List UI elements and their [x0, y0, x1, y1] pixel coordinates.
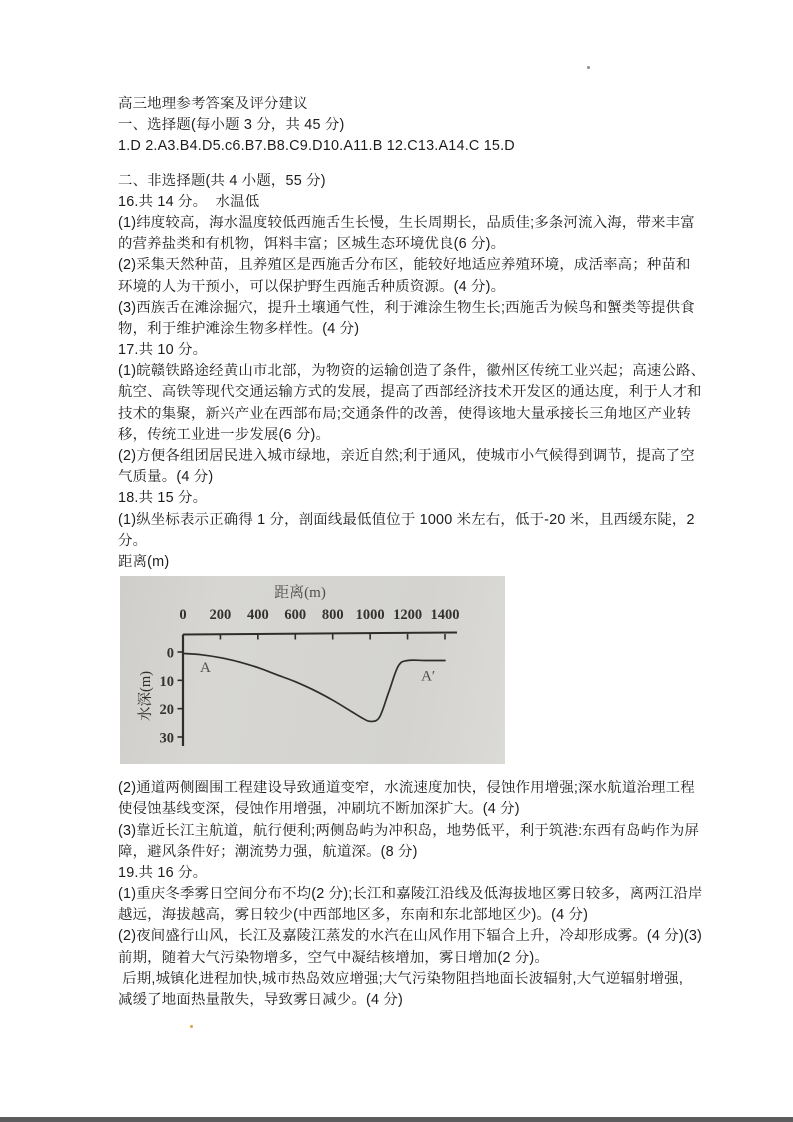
doc-top-line-17: 移，传统工业进一步发展(6 分)。 — [118, 426, 331, 443]
doc-top-line-6: 16.共 14 分。 水温低 — [118, 193, 260, 210]
doc-top-line-8: 的营养盐类和有机物，饵料丰富；区城生态环境优良(6 分)。 — [118, 236, 506, 253]
doc-bottom-line-9: 前期，随着大气污染物增多，空气中凝结核增加，雾日增加(2 分)。 — [118, 949, 549, 966]
x-axis-line — [183, 633, 457, 635]
doc-top-line-14: (1)皖赣铁路途经黄山市北部，为物资的运输创造了条件，徽州区传统工业兴起；高速公路、 — [118, 363, 706, 380]
doc-top-line-7: (1)纬度较高，海水温度较低西施舌生长慢，生长周期长，品质佳;多条河流入海，带来丰富 — [118, 214, 695, 231]
y-tick-label: 20 — [159, 702, 174, 719]
doc-top-line-16: 技术的集聚，新兴产业在西部布局;交通条件的改善，使得该地大量承接长三角地区产业转 — [118, 405, 692, 422]
doc-bottom-line-5: 19.共 16 分。 — [118, 864, 208, 881]
scan-speck-top — [587, 66, 590, 69]
doc-bottom-line-1: (2)通道两侧圈围工程建设导致通道变窄，水流速度加快，侵蚀作用增强;深水航道治理工程 — [118, 780, 695, 797]
doc-bottom-line-3: (3)靠近长江主航道，航行便利;两侧岛屿为冲积岛，地势低平，利于筑港:东西有岛屿作为屏 — [118, 822, 700, 839]
doc-top-line-4 — [118, 158, 684, 171]
doc-bottom-line-11: 减缓了地面热量散失，导致雾日减少。(4 分) — [118, 992, 404, 1008]
doc-top-line-21: (1)纵坐标表示正确得 1 分，剖面线最低值位于 1000 米左右，低于-20 米，且西缓东陡，2 — [118, 511, 695, 528]
doc-top-line-2: 一、选择题(每小题 3 分，共 45 分) — [118, 117, 345, 134]
doc-top-line-19: 气质量。(4 分) — [118, 469, 214, 486]
y-tick-label: 0 — [166, 645, 174, 662]
y-axis-label: 水深(m) — [138, 671, 154, 722]
doc-top-line-12: 物，利于维护滩涂生物多样性。(4 分) — [118, 320, 360, 337]
x-tick-label: 1000 — [355, 607, 385, 624]
x-tick-label: 1200 — [393, 607, 423, 624]
doc-top-line-9: (2)采集天然种苗，且养殖区是西施舌分布区，能较好地适应养殖环境，成活率高；种苗和 — [118, 257, 691, 274]
doc-bottom-line-8: (2)夜间盛行山风，长江及嘉陵江蒸发的水汽在山风作用下辐合上升，冷却形成雾。(4 分)(3) — [118, 928, 703, 945]
doc-top-line-13: 17.共 10 分。 — [118, 342, 208, 359]
text-block-top — [118, 94, 706, 573]
doc-top-line-18: (2)方便各组团居民进入城市绿地，亲近自然;利于通风，使城市小气候得到调节，提高了空 — [118, 448, 695, 464]
doc-bottom-line-4: 障，避风条件好；潮流势力强，航道深。(8 分) — [118, 843, 418, 860]
page-bottom-border — [0, 1117, 793, 1122]
x-tick-label: 1400 — [430, 607, 460, 624]
doc-top-line-15: 航空、高铁等现代交通运输方式的发展，提高了西部经济技术开发区的通达度，利于人才和 — [118, 384, 702, 401]
scan-speck-bottom — [190, 1025, 193, 1028]
y-tick-label: 30 — [159, 730, 174, 747]
depth-profile-photo — [120, 576, 505, 764]
doc-bottom-line-7: 越远，海拔越高，雾日较少(中西部地区多，东南和东北部地区少)。(4 分) — [118, 907, 589, 924]
doc-top-line-1: 高三地理参考答案及评分建议 — [118, 96, 308, 112]
x-tick-label: 200 — [209, 607, 232, 624]
doc-top-line-3: 1.D 2.A3.B4.D5.c6.B7.B8.C9.D10.A11.B 12.C13.A14.C 15.D — [118, 138, 515, 155]
figure-title: 距离(m) — [274, 585, 326, 602]
x-tick-label: 400 — [246, 607, 269, 624]
doc-bottom-line-10: 后期,城镇化进程加快,城市热岛效应增强;大气污染物阻挡地面长波辐射,大气逆辐射增强, — [118, 970, 684, 987]
doc-top-line-11: (3)西族舌在滩涂掘穴，提升土壤通气性，利于滩涂生物生长;西施舌为候鸟和蟹类等提供食 — [118, 299, 695, 316]
x-tick-label: 800 — [321, 607, 344, 624]
doc-bottom-line-6: (1)重庆冬季雾日空间分布不均(2 分);长江和嘉陵江沿线及低海拔地区雾日较多，离两江沿岸 — [118, 886, 703, 903]
doc-top-line-10: 环境的人为干预小，可以保护野生西施舌种质资源。(4 分)。 — [118, 278, 506, 295]
answer-text-content — [118, 94, 706, 1011]
doc-top-line-20: 18.共 15 分。 — [118, 490, 208, 507]
x-tick-label: 0 — [179, 607, 187, 624]
doc-top-line-23: 距离(m) — [118, 553, 170, 570]
doc-top-line-22: 分。 — [118, 532, 148, 549]
profile-endpoint-label: A′ — [421, 668, 436, 685]
y-tick-label: 10 — [159, 673, 174, 690]
depth-profile-curve — [183, 654, 445, 722]
depth-profile-chart — [120, 576, 505, 764]
profile-endpoint-label: A — [200, 659, 211, 676]
x-tick-label: 600 — [284, 607, 307, 624]
text-block-bottom — [118, 778, 703, 1011]
doc-top-line-5: 二、非选择题(共 4 小题，55 分) — [118, 172, 326, 189]
doc-bottom-line-2: 使侵蚀基线变深，侵蚀作用增强，冲刷坑不断加深扩大。(4 分) — [118, 801, 520, 818]
